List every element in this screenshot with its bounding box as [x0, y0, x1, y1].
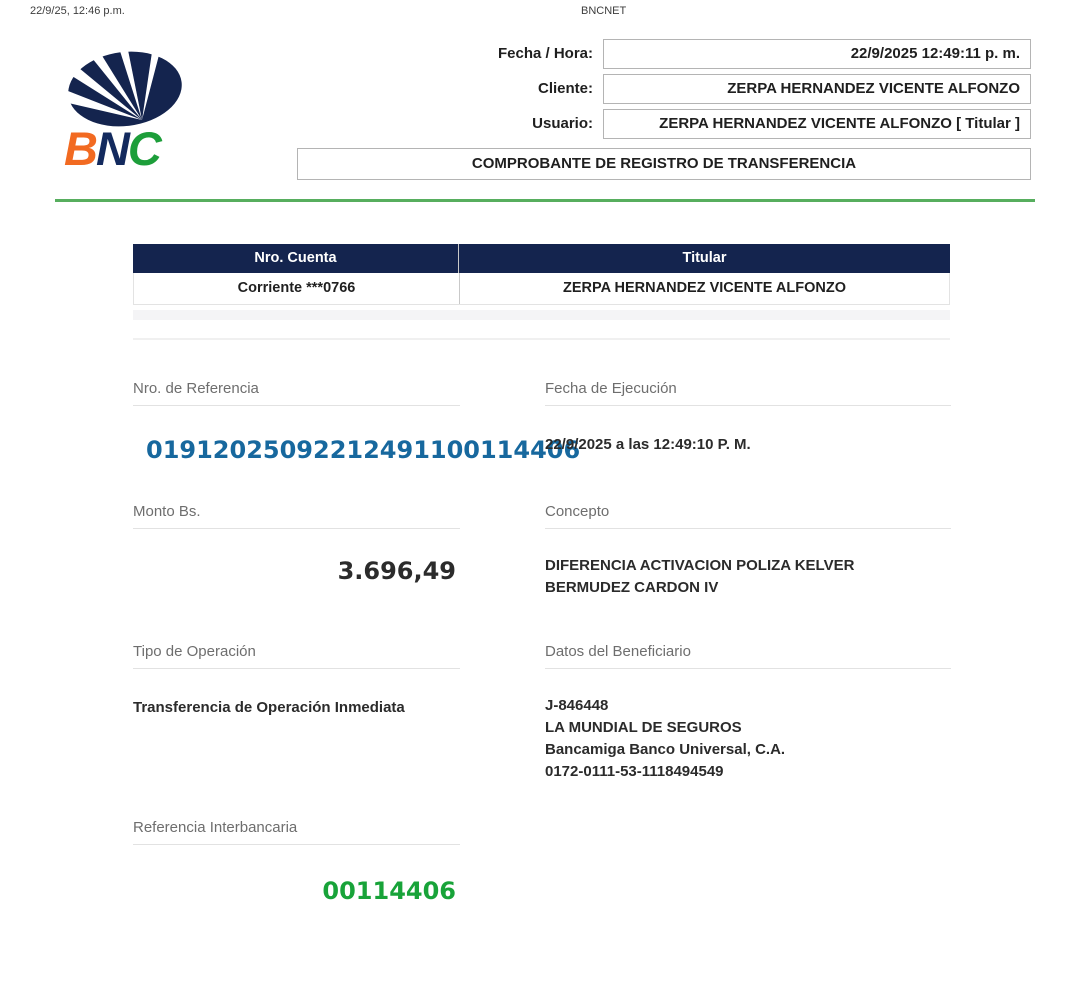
beneficiario-label: Datos del Beneficiario	[545, 643, 951, 669]
beneficiario-lines	[545, 695, 951, 783]
print-site-name: BNCNET	[581, 5, 627, 17]
field-row-fecha-hora	[430, 39, 1031, 69]
beneficiario-nombre: LA MUNDIAL DE SEGUROS	[545, 719, 742, 736]
tipo-operacion-value: Transferencia de Operación Inmediata	[133, 699, 405, 716]
fecha-hora-value: 22/9/2025 12:49:11 p. m.	[850, 45, 1020, 62]
account-table-row	[133, 273, 950, 305]
usuario-box	[603, 109, 1031, 139]
beneficiario-banco: Bancamiga Banco Universal, C.A.	[545, 741, 786, 758]
fecha-hora-label: Fecha / Hora:	[497, 45, 593, 62]
nro-referencia-value: 01912025092212491100114406	[146, 436, 581, 464]
logo-letter-n: N	[95, 122, 128, 175]
beneficiario-rif: J-846448	[545, 697, 609, 714]
nro-referencia-label: Nro. de Referencia	[133, 380, 460, 406]
logo-letter-c: C	[127, 122, 160, 175]
bnc-logo	[62, 50, 198, 175]
fecha-ejecucion-value: 22/9/2025 a las 12:49:10 P. M.	[545, 436, 751, 453]
green-divider	[55, 199, 1035, 202]
column-header-titular: Titular	[458, 244, 950, 273]
monto-label: Monto Bs.	[133, 503, 460, 529]
cell-nro-cuenta: Corriente ***0766	[237, 280, 356, 296]
bnc-wordmark	[62, 122, 198, 175]
referencia-interbancaria-label: Referencia Interbancaria	[133, 819, 460, 845]
print-timestamp: 22/9/25, 12:46 p.m.	[30, 5, 125, 17]
concepto-value: DIFERENCIA ACTIVACION POLIZA KELVER BERMUDEZ CARDON IV	[545, 557, 855, 596]
referencia-interbancaria-value: 00114406	[322, 877, 456, 905]
bnc-sunburst-icon	[62, 50, 190, 128]
cliente-label: Cliente:	[537, 80, 593, 97]
monto-value: 3.696,49	[337, 557, 456, 585]
cliente-value: ZERPA HERNANDEZ VICENTE ALFONZO	[727, 80, 1020, 97]
section-beneficiario	[545, 643, 951, 783]
usuario-value: ZERPA HERNANDEZ VICENTE ALFONZO [ Titular ]	[659, 115, 1020, 132]
receipt-title: COMPROBANTE DE REGISTRO DE TRANSFERENCIA	[471, 155, 857, 172]
column-header-nro-cuenta: Nro. Cuenta	[254, 250, 337, 266]
fecha-hora-box	[603, 39, 1031, 69]
logo-letter-b: B	[64, 122, 96, 175]
section-referencia-interbancaria	[133, 819, 460, 905]
cell-titular: ZERPA HERNANDEZ VICENTE ALFONZO	[459, 273, 949, 304]
table-footer-band	[133, 310, 950, 320]
section-tipo-operacion	[133, 643, 460, 719]
fecha-ejecucion-label: Fecha de Ejecución	[545, 380, 951, 406]
section-fecha-ejecucion	[545, 380, 951, 456]
table-footer-divider	[133, 338, 950, 340]
tipo-operacion-label: Tipo de Operación	[133, 643, 460, 669]
account-table-header	[133, 244, 950, 273]
beneficiario-cuenta: 0172-0111-53-1118494549	[545, 763, 724, 780]
cliente-box	[603, 74, 1031, 104]
section-nro-referencia	[133, 380, 581, 464]
field-row-cliente	[430, 74, 1031, 104]
section-monto	[133, 503, 460, 585]
account-table	[133, 244, 950, 305]
field-row-usuario	[430, 109, 1031, 139]
concepto-label: Concepto	[545, 503, 951, 529]
receipt-title-box	[297, 148, 1031, 180]
section-concepto	[545, 503, 951, 599]
usuario-label: Usuario:	[532, 115, 593, 132]
